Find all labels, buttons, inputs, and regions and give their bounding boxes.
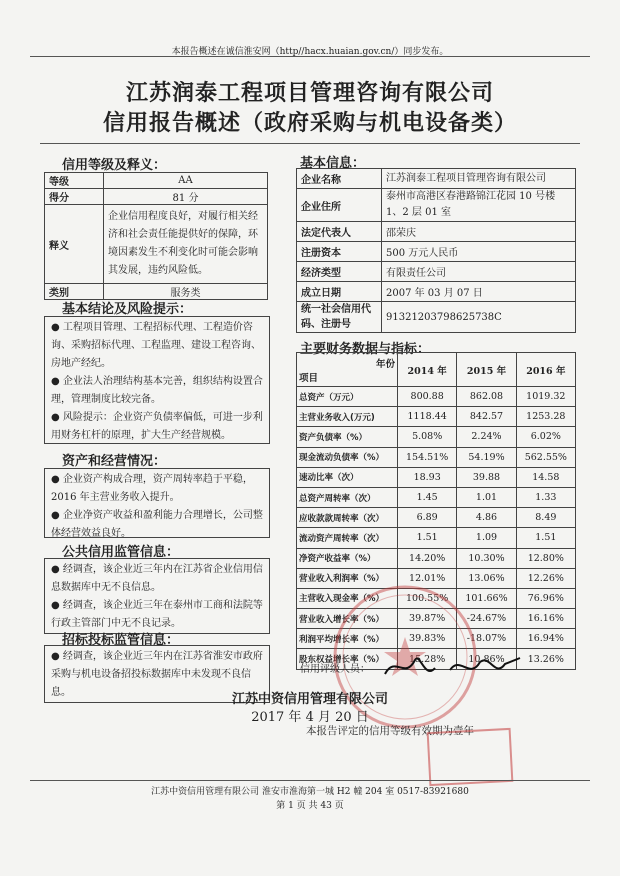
finance-row (297, 528, 576, 548)
finance-value: 1.51 (516, 528, 575, 548)
finance-value: 15.28% (398, 649, 457, 669)
finance-value: 154.51% (398, 447, 457, 467)
info-label: 企业住所 (297, 189, 382, 222)
assets-item: ● 企业净资产收益和盈利能力合理增长，公司整体经营效益良好。 (51, 510, 263, 539)
finance-value: 16.16% (516, 609, 575, 629)
publication-note: 本报告概述在诚信淮安网（http//hacx.huaian.gov.cn/）同步发布。 (171, 47, 449, 57)
public-item: ● 经调查，该企业近三年在泰州市工商和法院等行政主管部门中无不良记录。 (51, 600, 263, 629)
finance-row-label: 利润平均增长率（%） (297, 629, 398, 649)
finance-row (297, 427, 576, 447)
finance-value: 39.83% (398, 629, 457, 649)
finance-value: 12.01% (398, 568, 457, 588)
year-header: 2015 年 (457, 353, 516, 387)
finance-value: 1.51 (398, 528, 457, 548)
assets-box (44, 468, 270, 538)
signature-icon (380, 650, 530, 684)
finance-row (297, 407, 576, 427)
conclusion-item: ● 工程项目管理、工程招标代理、工程造价咨询、采购招标代理、工程监理、建设工程咨询、房地产经纪。 (51, 322, 261, 369)
founded-value: 2007 年 03 月 07 日 (382, 282, 576, 302)
assets-item: ● 企业资产构成合理，资产周转率趋于平稳，2016 年主营业务收入提升。 (51, 474, 253, 503)
finance-value: 5.08% (398, 427, 457, 447)
info-label: 注册资本 (297, 242, 382, 262)
finance-row-label: 总资产（万元） (297, 387, 398, 407)
info-label: 统一社会信用代码、注册号 (297, 302, 382, 333)
bidding-heading: 招标投标监管信息： (62, 633, 180, 648)
finance-row-label: 现金流动负债率（%） (297, 447, 398, 467)
credit-code-value: 91321203798625738C (382, 302, 576, 333)
report-title: 信用报告概述（政府采购与机电设备类） (102, 110, 517, 136)
info-label: 企业名称 (297, 169, 382, 189)
finance-row (297, 387, 576, 407)
finance-value: 4.86 (457, 508, 516, 528)
meaning-value: 企业信用程度良好，对履行相关经济和社会责任能提供好的保障，环境因素发生不利变化时可能会影响其发展，违约风险低。 (104, 205, 268, 284)
conclusion-item: ● 企业法人治理结构基本完善，组织结构设置合理，管理制度比较完备。 (51, 376, 263, 405)
finance-value: -18.07% (457, 629, 516, 649)
finance-row (297, 467, 576, 487)
year-header: 2016 年 (516, 353, 575, 387)
page-number: 第 1 页 共 43 页 (276, 801, 344, 811)
public-heading: 公共信用监管信息： (62, 545, 180, 560)
assets-heading: 资产和经营情况： (62, 454, 167, 469)
finance-value: 39.87% (398, 609, 457, 629)
finance-value: 862.08 (457, 387, 516, 407)
top-divider (30, 56, 590, 57)
finance-value: 1.33 (516, 487, 575, 507)
finance-row-label: 净资产收益率（%） (297, 548, 398, 568)
agency-name: 江苏中资信用管理有限公司 (231, 692, 388, 707)
finance-row-label: 主营业务收入(万元) (297, 407, 398, 427)
bidding-item: ● 经调查，该企业近三年内在江苏省淮安市政府采购与机电设备招投标数据库中未发现不良信息。 (51, 651, 263, 698)
finance-value: 10.86% (457, 649, 516, 669)
finance-value: 12.26% (516, 568, 575, 588)
info-label: 成立日期 (297, 282, 382, 302)
finance-row-label: 营业收入利润率（%） (297, 568, 398, 588)
company-title: 江苏润泰工程项目管理咨询有限公司 (125, 80, 494, 106)
corner-year: 年份 (375, 358, 395, 370)
finance-value: 800.88 (398, 387, 457, 407)
company-name-value: 江苏润泰工程项目管理咨询有限公司 (382, 169, 576, 189)
score-value: 81 分 (104, 189, 268, 205)
category-value: 服务类 (104, 284, 268, 300)
finance-row-label: 流动资产周转率（次） (297, 528, 398, 548)
finance-value: 562.55% (516, 447, 575, 467)
footer-text: 江苏中资信用管理有限公司 淮安市淮海第一城 H2 幢 204 室 0517-83921680 (151, 787, 469, 797)
finance-value: 6.89 (398, 508, 457, 528)
finance-heading: 主要财务数据与指标： (300, 342, 431, 357)
finance-value: 16.94% (516, 629, 575, 649)
rating-heading: 信用等级及释义： (62, 158, 167, 173)
contact-stamp-icon (427, 728, 514, 786)
report-date: 2017 年 4 月 20 日 (251, 710, 369, 725)
finance-value: 13.06% (457, 568, 516, 588)
finance-value: 6.02% (516, 427, 575, 447)
finance-value: 1253.28 (516, 407, 575, 427)
finance-row (297, 447, 576, 467)
finance-row-label: 股东权益增长率（%） (297, 649, 398, 669)
info-label: 法定代表人 (297, 222, 382, 242)
score-label: 得分 (45, 189, 104, 205)
footer-divider (30, 780, 590, 781)
finance-value: 10.30% (457, 548, 516, 568)
finance-row (297, 508, 576, 528)
rating-table (44, 172, 268, 300)
finance-value: 101.66% (457, 588, 516, 608)
finance-value: 8.49 (516, 508, 575, 528)
finance-value: 13.26% (516, 649, 575, 669)
finance-row-label: 主营收入现金率（%） (297, 588, 398, 608)
finance-row-label: 速动比率（次） (297, 467, 398, 487)
title-divider (40, 143, 580, 144)
validity-note: 本报告评定的信用等级有效期为壹年 (306, 725, 474, 737)
finance-value: 76.96% (516, 588, 575, 608)
year-header: 2014 年 (398, 353, 457, 387)
meaning-label: 释义 (45, 205, 104, 284)
finance-value: 12.80% (516, 548, 575, 568)
finance-row-label: 资产负债率（%） (297, 427, 398, 447)
finance-value: 14.20% (398, 548, 457, 568)
finance-row-label: 应收款款周转率（次） (297, 508, 398, 528)
finance-value: 54.19% (457, 447, 516, 467)
finance-row (297, 548, 576, 568)
finance-value: 1019.32 (516, 387, 575, 407)
finance-value: 1.01 (457, 487, 516, 507)
finance-value: 18.93 (398, 467, 457, 487)
address-value: 泰州市高港区春港路锦江花园 10 号楼 1、2 层 01 室 (382, 189, 576, 222)
finance-row-label: 营业收入增长率（%） (297, 609, 398, 629)
finance-value: 2.24% (457, 427, 516, 447)
basic-info-table (296, 168, 576, 333)
basic-info-heading: 基本信息： (300, 156, 366, 171)
finance-value: 1.45 (398, 487, 457, 507)
corner-cell (297, 353, 398, 387)
category-label: 类别 (45, 284, 104, 300)
finance-value: 1.09 (457, 528, 516, 548)
finance-value: -24.67% (457, 609, 516, 629)
conclusion-heading: 基本结论及风险提示： (62, 302, 193, 317)
finance-value: 1118.44 (398, 407, 457, 427)
public-item: ● 经调查，该企业近三年内在江苏省企业信用信息数据库中无不良信息。 (51, 564, 263, 593)
corner-item: 项目 (299, 372, 319, 384)
capital-value: 500 万元人民币 (382, 242, 576, 262)
finance-value: 842.57 (457, 407, 516, 427)
finance-value: 100.55% (398, 588, 457, 608)
conclusion-box (44, 316, 270, 444)
info-label: 经济类型 (297, 262, 382, 282)
rater-label: 信用评级人员： (300, 664, 370, 675)
rating-label: 等级 (45, 173, 104, 189)
finance-row (297, 487, 576, 507)
finance-value: 14.58 (516, 467, 575, 487)
legal-rep-value: 邵荣庆 (382, 222, 576, 242)
finance-value: 39.88 (457, 467, 516, 487)
economic-type-value: 有限责任公司 (382, 262, 576, 282)
rating-value: AA (104, 173, 268, 189)
finance-row-label: 总资产周转率（次） (297, 487, 398, 507)
public-box (44, 558, 270, 634)
conclusion-item: ● 风险提示：企业资产负债率偏低，可进一步利用财务杠杆的原理，扩大生产经营规模。 (51, 412, 263, 441)
